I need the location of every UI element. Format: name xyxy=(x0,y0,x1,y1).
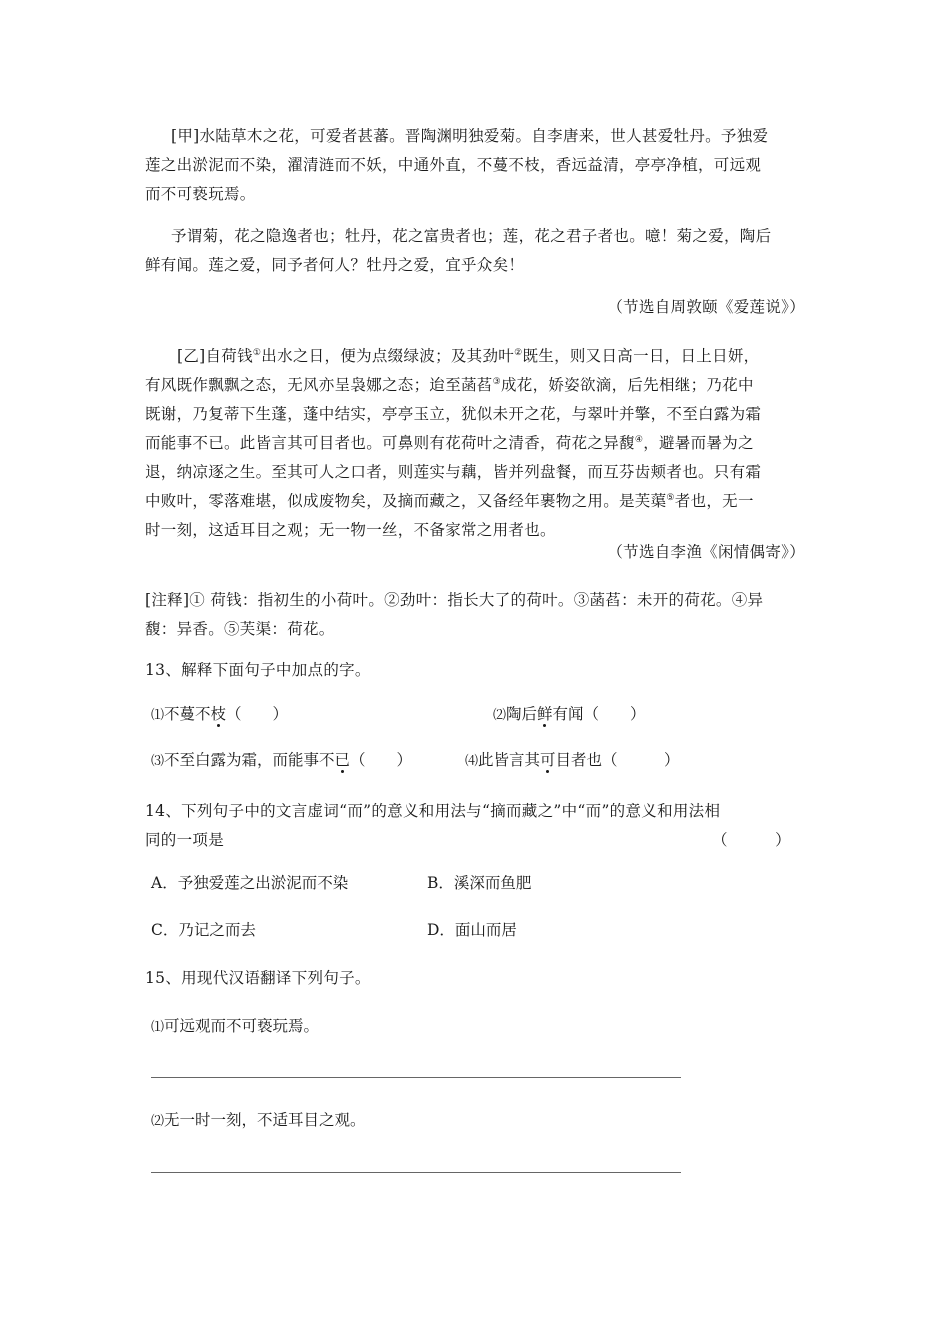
passage-yi xyxy=(145,342,805,545)
q14-option-d: D．面山而居 xyxy=(427,921,517,939)
passage-line: 而能事不已。此皆言其可目者也。可鼻则有花荷叶之清香，荷花之异馥④，避暑而暑为之 xyxy=(145,434,754,452)
annotation-notes xyxy=(145,586,805,644)
passage-jia-source: （节选自周敦颐《爱莲说》） xyxy=(607,298,805,316)
passage-line: 而不可亵玩焉。 xyxy=(145,185,256,203)
passage-line: 中败叶，零落难堪，似成废物矣，及摘而藏之，又备经年裹物之用。是芙蕖⑤者也，无一 xyxy=(145,492,754,510)
passage-yi-source: （节选自李渔《闲情偶寄》） xyxy=(607,543,805,561)
notes-line: [注释]① 荷钱：指初生的小荷叶。②劲叶：指长大了的荷叶。③菡萏：未开的荷花。④异 xyxy=(145,591,764,609)
notes-line: 馥：异香。⑤芙渠：荷花。 xyxy=(145,620,335,638)
q15-sentence-1: ⑴可远观而不可亵玩焉。 xyxy=(151,1017,320,1035)
passage-jia-para2 xyxy=(145,222,805,280)
question-13-title: 13、解释下面句子中加点的字。 xyxy=(145,661,371,679)
question-15-title: 15、用现代汉语翻译下列句子。 xyxy=(145,969,371,987)
q13-item-3: ⑶不至白露为霜，而能事不已（ ） xyxy=(151,751,413,769)
q14-line: 同的一项是 （ ） xyxy=(145,826,805,855)
passage-jia-para1 xyxy=(145,122,805,209)
q14-option-b: B．溪深而鱼肥 xyxy=(427,874,532,892)
passage-line: 莲之出淤泥而不染，濯清涟而不妖，中通外直，不蔓不枝，香远益清，亭亭净植，可远观 xyxy=(145,156,762,174)
q13-item-2: ⑵陶后鲜有闻（ ） xyxy=(493,705,646,723)
passage-line: 有风既作飘飘之态，无风亦呈袅娜之态；迨至菡萏③成花，娇姿欲滴，后先相继；乃花中 xyxy=(145,376,754,394)
q14-option-c: C．乃记之而去 xyxy=(151,921,256,939)
q15-sentence-2: ⑵无一时一刻，不适耳目之观。 xyxy=(151,1111,366,1129)
passage-line: 时一刻，这适耳目之观；无一物一丝，不备家常之用者也。 xyxy=(145,521,556,539)
q14-answer-paren: （ ） xyxy=(711,831,791,849)
q14-line: 14、下列句子中的文言虚词“而”的意义和用法与“摘而藏之”中“而”的意义和用法相 xyxy=(145,802,721,820)
q14-option-a: A．予独爱莲之出淤泥而不染 xyxy=(151,874,349,892)
answer-line-2[interactable] xyxy=(151,1172,681,1173)
passage-line: [甲]水陆草木之花，可爱者甚蕃。晋陶渊明独爱菊。自李唐来，世人甚爱牡丹。予独爱 xyxy=(171,127,769,145)
passage-line: [乙]自荷钱①出水之日，便为点缀绿波；及其劲叶②既生，则又日高一日，日上日妍， xyxy=(177,347,760,365)
passage-line: 予谓菊，花之隐逸者也；牡丹，花之富贵者也；莲，花之君子者也。噫！菊之爱，陶后 xyxy=(171,227,772,245)
passage-line: 退，纳凉逐之生。至其可人之口者，则莲实与藕，皆并列盘餐，而互芬齿颊者也。只有霜 xyxy=(145,463,762,481)
q13-item-1: ⑴不蔓不枝（ ） xyxy=(151,705,289,723)
passage-line: 鲜有闻。莲之爱，同予者何人？牡丹之爱，宜乎众矣！ xyxy=(145,256,525,274)
question-14 xyxy=(145,797,805,855)
q13-item-4: ⑷此皆言其可目者也（ ） xyxy=(465,751,680,769)
passage-line: 既谢，乃复蒂下生蓬，蓬中结实，亭亭玉立，犹似未开之花，与翠叶并擎，不至白露为霜 xyxy=(145,405,762,423)
answer-line-1[interactable] xyxy=(151,1077,681,1078)
